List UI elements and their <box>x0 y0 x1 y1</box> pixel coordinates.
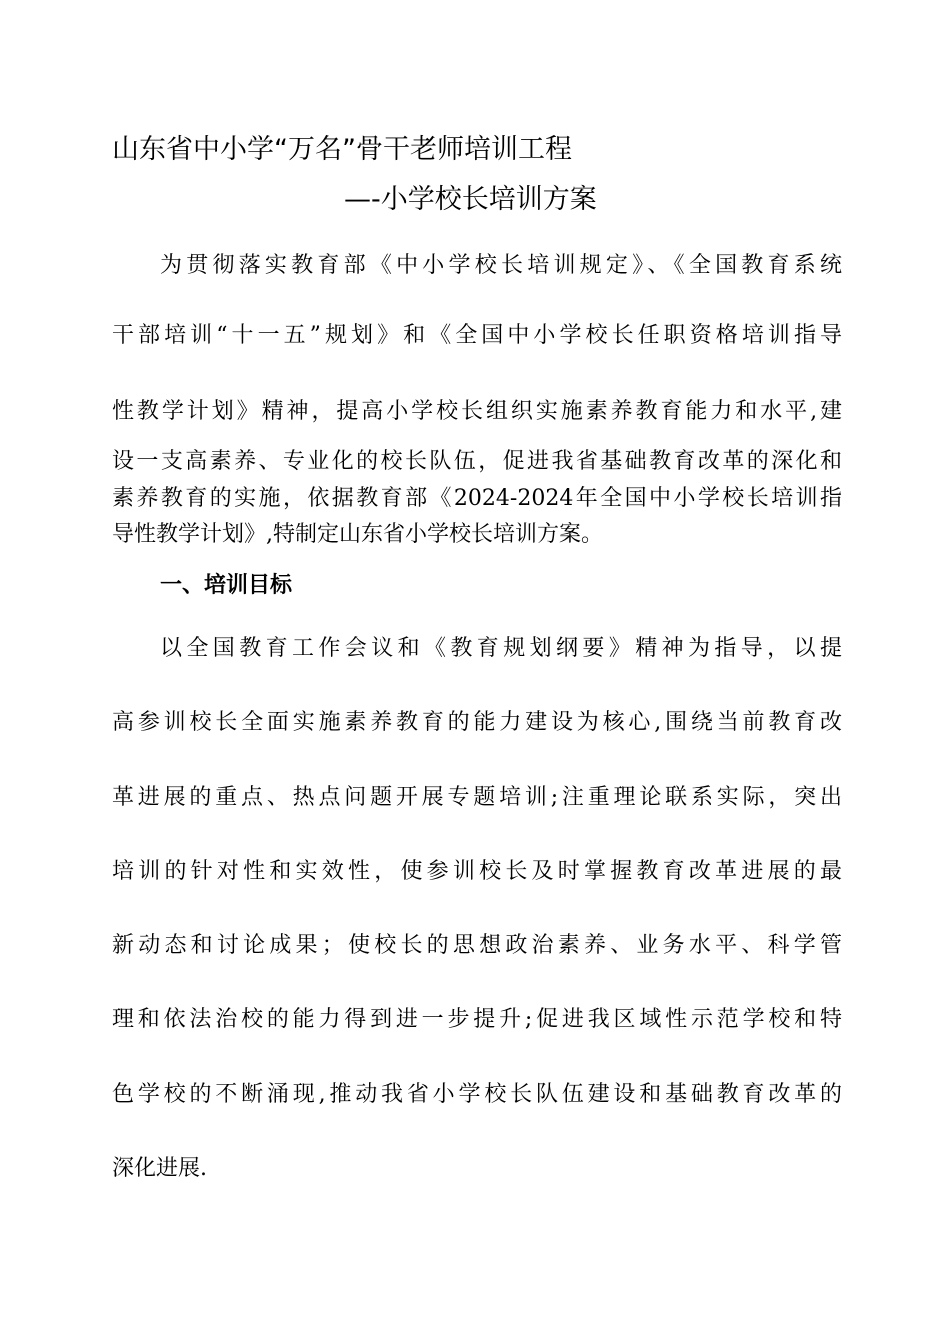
paragraph-1-line-3: 性教学计划》精神，提高小学校长组织实施素养教育能力和水平,建 <box>112 399 842 424</box>
paragraph-2-line-3: 革进展的重点、热点问题开展专题培训;注重理论联系实际，突出 <box>112 785 842 810</box>
paragraph-1-line-6: 导性教学计划》,特制定山东省小学校长培训方案。 <box>112 522 603 547</box>
paragraph-2-line-7: 色学校的不断涌现,推动我省小学校长队伍建设和基础教育改革的 <box>112 1082 842 1107</box>
paragraph-1-line-2: 干部培训“十一五”规划》和《全国中小学校长任职资格培训指导 <box>112 323 842 348</box>
paragraph-2-line-1: 以全国教育工作会议和《教育规划纲要》精神为指导，以提 <box>160 636 842 661</box>
document-subtitle: —-小学校长培训方案 <box>344 184 597 215</box>
paragraph-2-line-5: 新动态和讨论成果；使校长的思想政治素养、业务水平、科学管 <box>112 933 842 958</box>
paragraph-2-line-8: 深化进展. <box>112 1156 207 1181</box>
paragraph-1-line-5: 素养教育的实施，依据教育部《2024-2024年全国中小学校长培训指 <box>112 486 842 511</box>
paragraph-1-line-4: 设一支高素养、专业化的校长队伍，促进我省基础教育改革的深化和 <box>112 449 842 474</box>
paragraph-2-line-4: 培训的针对性和实效性，使参训校长及时掌握教育改革进展的最 <box>112 859 842 884</box>
section-heading: 一、培训目标 <box>160 573 293 598</box>
paragraph-2-line-6: 理和依法治校的能力得到进一步提升;促进我区域性示范学校和特 <box>112 1007 842 1032</box>
paragraph-2-line-2: 高参训校长全面实施素养教育的能力建设为核心,围绕当前教育改 <box>112 710 842 735</box>
document-title: 山东省中小学“万名”骨干老师培训工程 <box>112 134 572 165</box>
paragraph-1-line-1: 为贯彻落实教育部《中小学校长培训规定》、《全国教育系统 <box>160 253 842 278</box>
